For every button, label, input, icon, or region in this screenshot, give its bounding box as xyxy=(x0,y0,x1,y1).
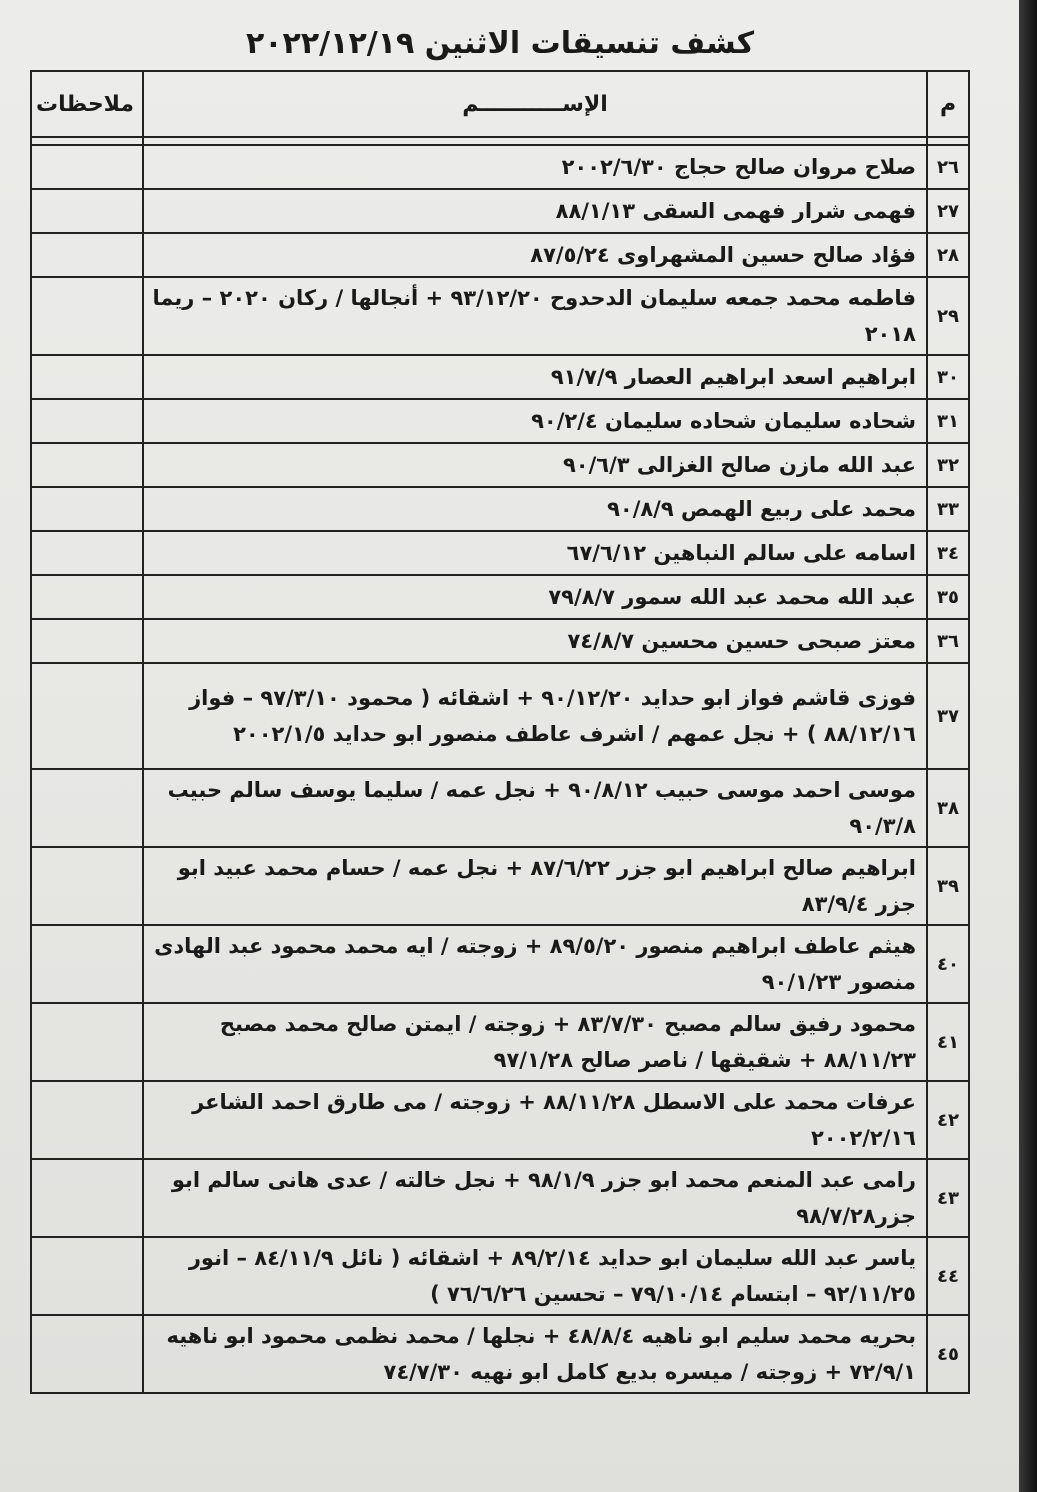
row-number: ٣٨ xyxy=(927,769,969,847)
table-row xyxy=(31,1159,969,1237)
row-notes xyxy=(31,1159,143,1237)
row-notes xyxy=(31,443,143,487)
row-name: هيثم عاطف ابراهيم منصور ٨٩/٥/٢٠ + زوجته / ايه محمد محمود عبد الهادى منصور ٩٠/١/٢٣ xyxy=(143,925,927,1003)
row-name: ابراهيم اسعد ابراهيم العصار ٩١/٧/٩ xyxy=(143,355,927,399)
table-row xyxy=(31,1315,969,1393)
row-number: ٤٥ xyxy=(927,1315,969,1393)
page-title: كشف تنسيقات الاثنين ٢٠٢٢/١٢/١٩ xyxy=(245,26,755,61)
header-row xyxy=(31,71,969,137)
row-name: بحريه محمد سليم ابو ناهيه ٤٨/٨/٤ + نجلها / محمد نظمى محمود ابو ناهيه ٧٢/٩/١ + زوجته / ميسره بديع كامل ابو نهيه ٧٤/٧/٣٠ xyxy=(143,1315,927,1393)
row-name: محمد على ربيع الهمص ٩٠/٨/٩ xyxy=(143,487,927,531)
row-notes xyxy=(31,925,143,1003)
header-name: الإســـــــــــم xyxy=(143,71,927,137)
row-name: ابراهيم صالح ابراهيم ابو جزر ٨٧/٦/٢٢ + نجل عمه / حسام محمد عبيد ابو جزر ٨٣/٩/٤ xyxy=(143,847,927,925)
row-name: رامى عبد المنعم محمد ابو جزر ٩٨/١/٩ + نجل خالته / عدى هانى سالم ابو جزر٩٨/٧/٢٨ xyxy=(143,1159,927,1237)
row-name: فهمى شرار فهمى السقى ٨٨/١/١٣ xyxy=(143,189,927,233)
row-number: ٣٠ xyxy=(927,355,969,399)
row-number: ٤١ xyxy=(927,1003,969,1081)
table-row xyxy=(31,145,969,189)
table-row xyxy=(31,277,969,355)
table-row xyxy=(31,355,969,399)
table-row xyxy=(31,847,969,925)
row-number: ٤٠ xyxy=(927,925,969,1003)
header-num: م xyxy=(927,71,969,137)
row-name: معتز صبحى حسين محسين ٧٤/٨/٧ xyxy=(143,619,927,663)
page-edge xyxy=(1019,0,1037,1492)
row-number: ٢٩ xyxy=(927,277,969,355)
row-number: ٣٥ xyxy=(927,575,969,619)
table-row xyxy=(31,1237,969,1315)
row-number: ٣٩ xyxy=(927,847,969,925)
row-number: ٣٤ xyxy=(927,531,969,575)
row-notes xyxy=(31,1081,143,1159)
row-number: ٤٤ xyxy=(927,1237,969,1315)
row-name: محمود رفيق سالم مصبح ٨٣/٧/٣٠ + زوجته / ايمتن صالح محمد مصبح ٨٨/١١/٢٣ + شقيقها / ناصر صالح ٩٧/١/٢٨ xyxy=(143,1003,927,1081)
table-row xyxy=(31,663,969,769)
row-number: ٣٧ xyxy=(927,663,969,769)
row-notes xyxy=(31,487,143,531)
row-number: ٢٦ xyxy=(927,145,969,189)
row-notes xyxy=(31,277,143,355)
row-name: عبد الله محمد عبد الله سمور ٧٩/٨/٧ xyxy=(143,575,927,619)
row-name: موسى احمد موسى حبيب ٩٠/٨/١٢ + نجل عمه / سليما يوسف سالم حبيب ٩٠/٣/٨ xyxy=(143,769,927,847)
row-name: ياسر عبد الله سليمان ابو حدايد ٨٩/٢/١٤ + اشقائه ( نائل ٨٤/١١/٩ – انور ٩٢/١١/٢٥ – ابتسام ٧٩/١٠/١٤ – تحسين ٧٦/٦/٢٦ ) xyxy=(143,1237,927,1315)
table-row xyxy=(31,399,969,443)
row-notes xyxy=(31,769,143,847)
table-row xyxy=(31,189,969,233)
row-number: ٤٣ xyxy=(927,1159,969,1237)
table-row xyxy=(31,619,969,663)
row-name: عبد الله مازن صالح الغزالى ٩٠/٦/٣ xyxy=(143,443,927,487)
row-notes xyxy=(31,1237,143,1315)
row-notes xyxy=(31,531,143,575)
row-notes xyxy=(31,575,143,619)
row-notes xyxy=(31,233,143,277)
row-number: ٤٢ xyxy=(927,1081,969,1159)
table-row xyxy=(31,443,969,487)
row-notes xyxy=(31,1315,143,1393)
coordination-table-container xyxy=(30,70,970,1394)
table-row xyxy=(31,1003,969,1081)
row-number: ٣١ xyxy=(927,399,969,443)
table-row xyxy=(31,1081,969,1159)
row-notes xyxy=(31,1003,143,1081)
row-name: فؤاد صالح حسين المشهراوى ٨٧/٥/٢٤ xyxy=(143,233,927,277)
row-notes xyxy=(31,399,143,443)
row-number: ٣٣ xyxy=(927,487,969,531)
row-number: ٢٨ xyxy=(927,233,969,277)
row-name: شحاده سليمان شحاده سليمان ٩٠/٢/٤ xyxy=(143,399,927,443)
row-number: ٣٢ xyxy=(927,443,969,487)
row-number: ٣٦ xyxy=(927,619,969,663)
coordination-table xyxy=(30,70,970,1394)
table-row xyxy=(31,769,969,847)
table-row xyxy=(31,575,969,619)
row-name: اسامه على سالم النباهين ٦٧/٦/١٢ xyxy=(143,531,927,575)
row-name: فوزى قاشم فواز ابو حدايد ٩٠/١٢/٢٠ + اشقائه ( محمود ٩٧/٣/١٠ – فواز ٨٨/١٢/١٦ ) + نجل عمهم / اشرف عاطف منصور ابو حدايد ٢٠٠٢/١/٥ xyxy=(143,663,927,769)
table-row xyxy=(31,233,969,277)
table-row xyxy=(31,531,969,575)
row-name: فاطمه محمد جمعه سليمان الدحدوح ٩٣/١٢/٢٠ + أنجالها / ركان ٢٠٢٠ – ريما ٢٠١٨ xyxy=(143,277,927,355)
row-number: ٢٧ xyxy=(927,189,969,233)
row-notes xyxy=(31,663,143,769)
row-notes xyxy=(31,619,143,663)
table-row xyxy=(31,925,969,1003)
header-notes: ملاحظات xyxy=(31,71,143,137)
row-notes xyxy=(31,847,143,925)
row-notes xyxy=(31,189,143,233)
table-row xyxy=(31,487,969,531)
row-notes xyxy=(31,355,143,399)
row-name: عرفات محمد على الاسطل ٨٨/١١/٢٨ + زوجته / مى طارق احمد الشاعر ٢٠٠٢/٢/١٦ xyxy=(143,1081,927,1159)
header-gap xyxy=(31,137,969,145)
row-notes xyxy=(31,145,143,189)
row-name: صلاح مروان صالح حجاج ٢٠٠٢/٦/٣٠ xyxy=(143,145,927,189)
